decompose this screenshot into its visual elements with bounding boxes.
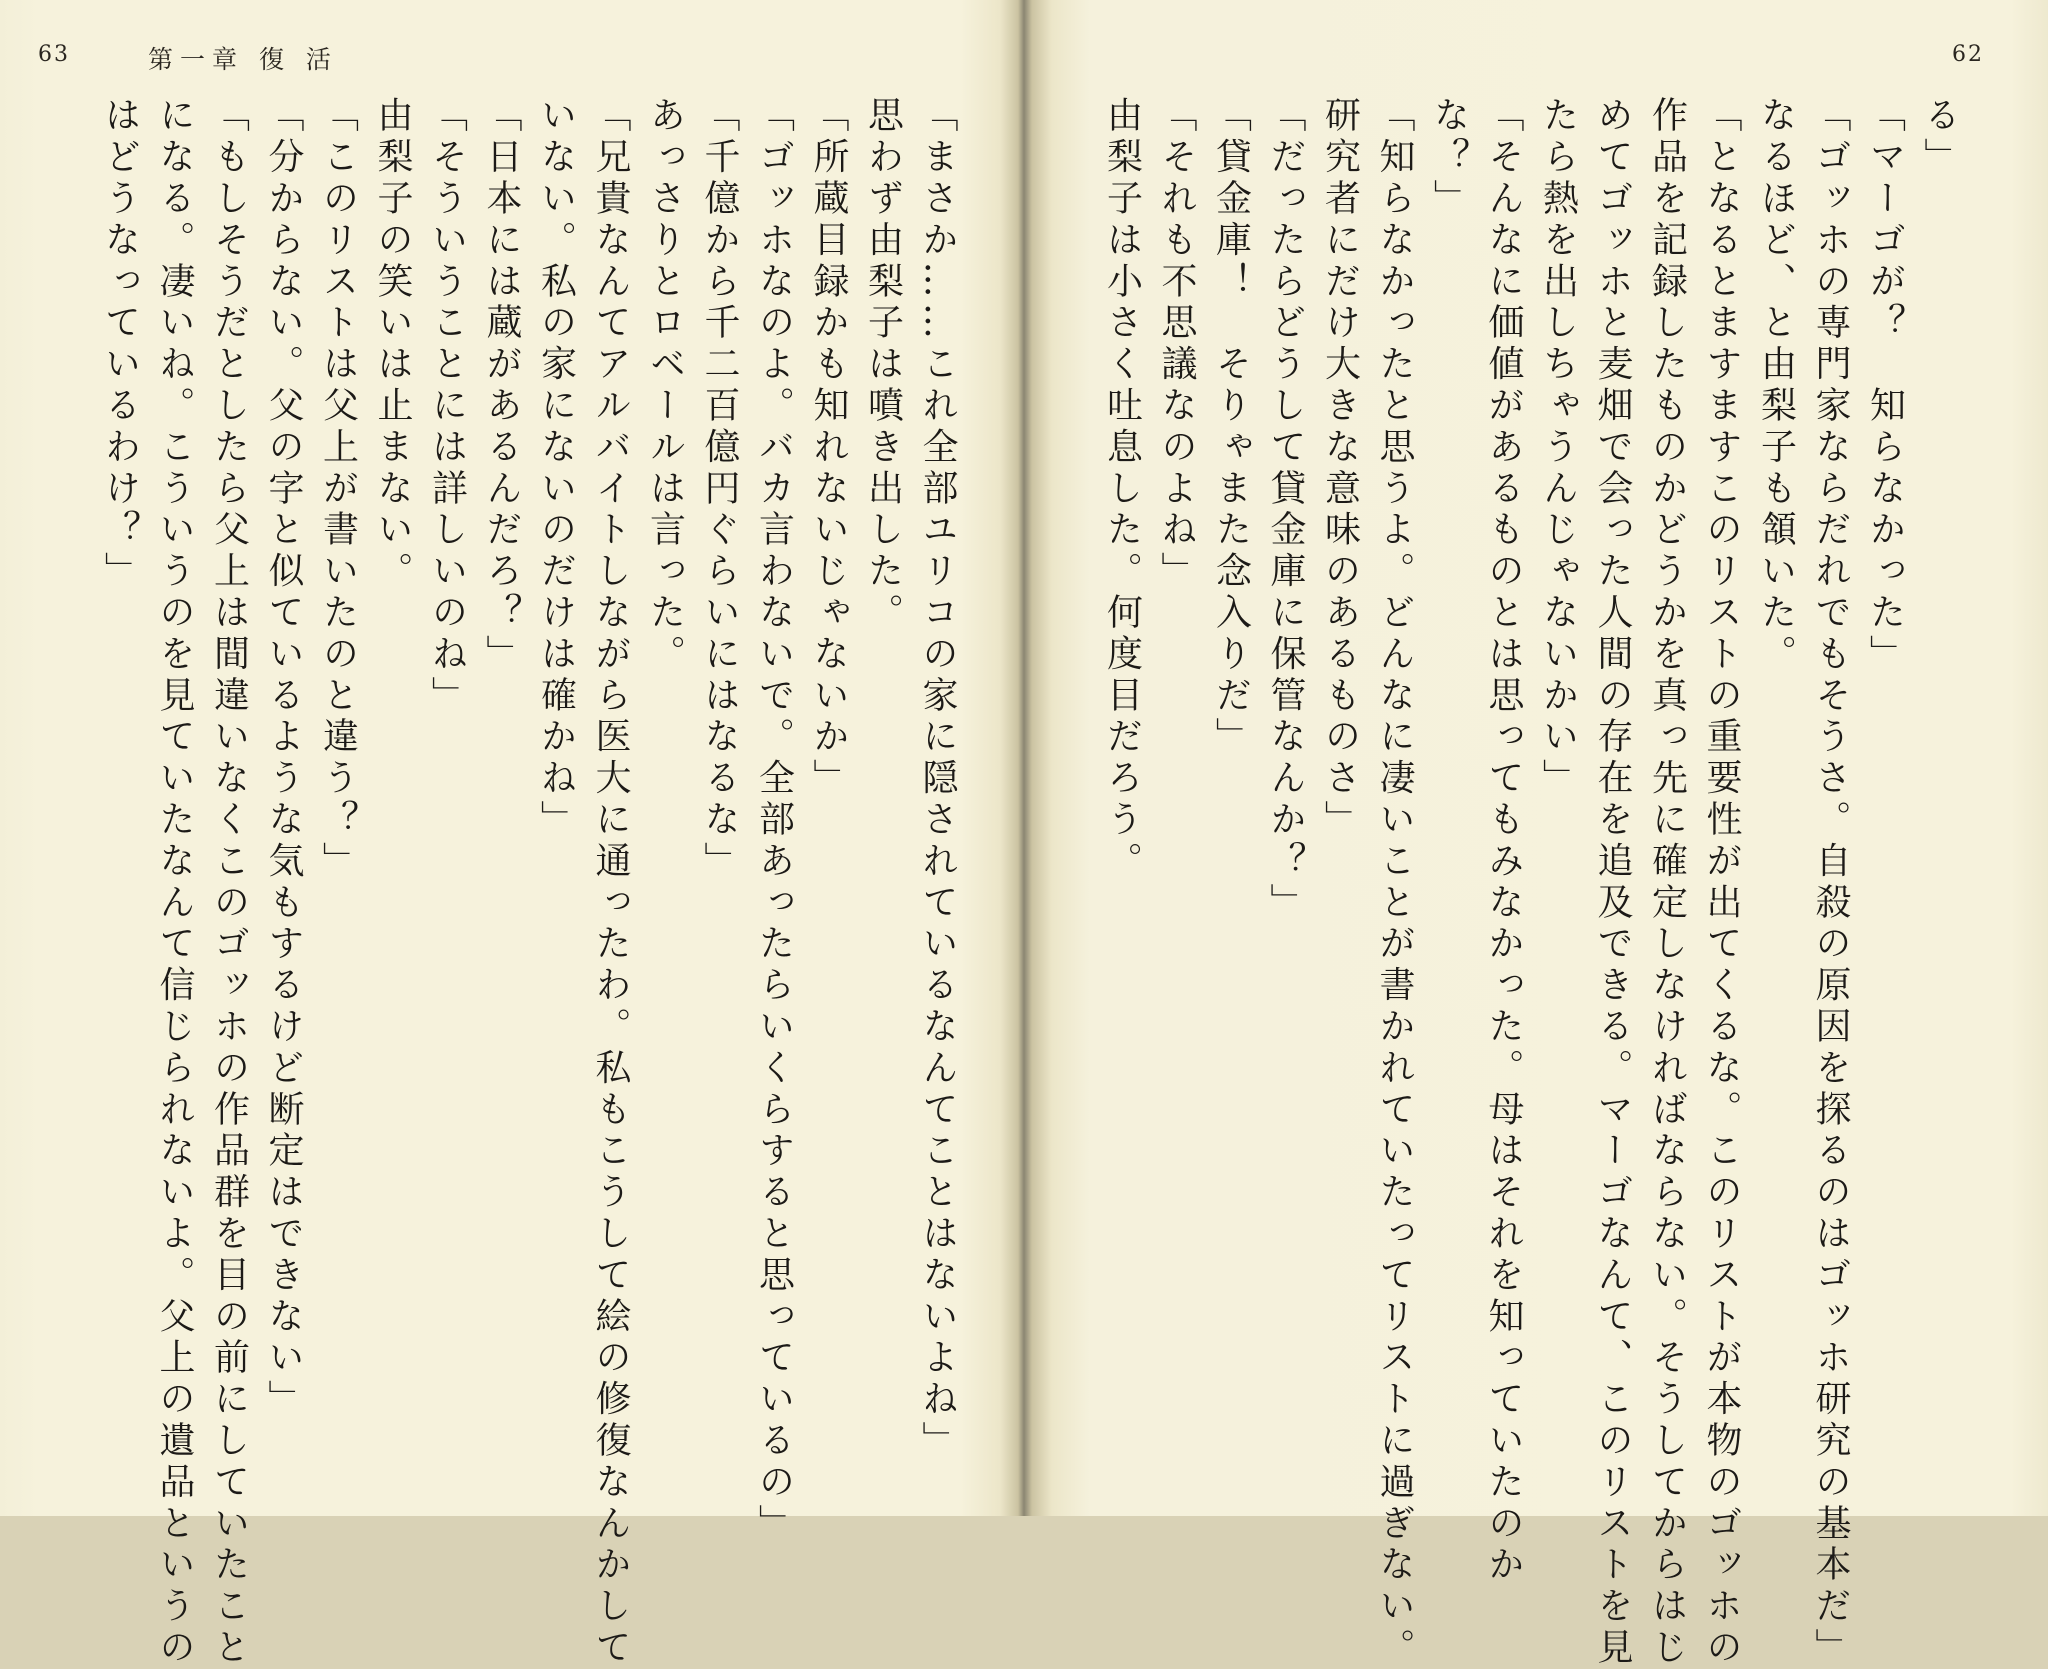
- text-line: 「そういうことには詳しいのね」: [426, 96, 468, 717]
- text-line: いない。私の家にないのだけは確かね」: [535, 96, 577, 842]
- text-line: 「それも不思議なのよね」: [1156, 96, 1197, 593]
- text-line: はどうなっているわけ？」: [99, 96, 141, 593]
- text-line: 「となるとますますこのリストの重要性が出てくるな。このリストが本物のゴッホの: [1701, 96, 1742, 1669]
- text-line: 「千億から千二百億円ぐらいにはなるな」: [699, 96, 740, 883]
- text-line: な？」: [1428, 96, 1470, 221]
- text-line: 「マーゴが？ 知らなかった」: [1864, 96, 1906, 676]
- right-page: [1026, 0, 2048, 1669]
- text-line: 「だったらどうして貸金庫に保管なんか？」: [1265, 96, 1306, 924]
- text-line: 由梨子は小さく吐息した。何度目だろう。: [1101, 96, 1143, 883]
- text-line: 「そんなに価値があるものとは思ってもみなかった。母はそれを知っていたのか: [1483, 96, 1524, 1587]
- text-line: あっさりとロベールは言った。: [644, 96, 686, 676]
- text-line: になる。凄いね。こういうのを見ていたなんて信じられないよ。父上の遺品というの: [154, 96, 195, 1669]
- left-page-number: 63: [38, 42, 70, 67]
- left-page: [0, 0, 1022, 1669]
- text-line: めてゴッホと麦畑で会った人間の存在を追及できる。マーゴなんて、このリストを見: [1592, 96, 1633, 1669]
- text-line: たら熱を出しちゃうんじゃないかい」: [1537, 96, 1579, 800]
- right-page-number: 62: [1952, 42, 1984, 67]
- text-line: 「もしそうだとしたら父上は間違いなくこのゴッホの作品群を目の前にしていたこと: [208, 96, 250, 1669]
- text-line: 「貸金庫！ そりゃまた念入りだ」: [1210, 96, 1252, 759]
- text-line: 思わず由梨子は噴き出した。: [862, 96, 904, 635]
- text-line: 「このリストは父上が書いたのと違う？」: [317, 96, 359, 883]
- text-line: 研究者にだけ大きな意味のあるものさ」: [1319, 96, 1361, 842]
- text-line: 「知らなかったと思うよ。どんなに凄いことが書かれていたってリストに過ぎない。: [1374, 96, 1415, 1669]
- chapter-title: 第一章 復 活: [148, 45, 338, 74]
- text-line: 「所蔵目録かも知れないじゃないか」: [808, 96, 849, 800]
- text-line: 「ゴッホの専門家ならだれでもそうさ。自殺の原因を探るのはゴッホ研究の基本だ」: [1810, 96, 1851, 1669]
- text-line: 「まさか……これ全部ユリコの家に隠されているなんてことはないよね」: [917, 96, 958, 1463]
- text-line: 「ゴッホなのよ。バカ言わないで。全部あったらいくらすると思っているの」: [753, 96, 795, 1545]
- text-line: 「日本には蔵があるんだろ？」: [481, 96, 522, 676]
- text-line: なるほど、と由梨子も頷いた。: [1755, 96, 1797, 676]
- text-line: 「分からない。父の字と似ているような気もするけど断定はできない」: [263, 96, 304, 1421]
- text-line: 作品を記録したものかどうかを真っ先に確定しなければならない。そうしてからはじ: [1646, 96, 1688, 1669]
- left-body-text: [92, 96, 964, 1669]
- text-line: る」: [1919, 96, 1960, 179]
- text-line: 「兄貴なんてアルバイトしながら医大に通ったわ。私もこうして絵の修復なんかして: [590, 96, 631, 1669]
- text-line: 由梨子の笑いは止まない。: [372, 96, 413, 593]
- right-body-text: [1094, 96, 1966, 1669]
